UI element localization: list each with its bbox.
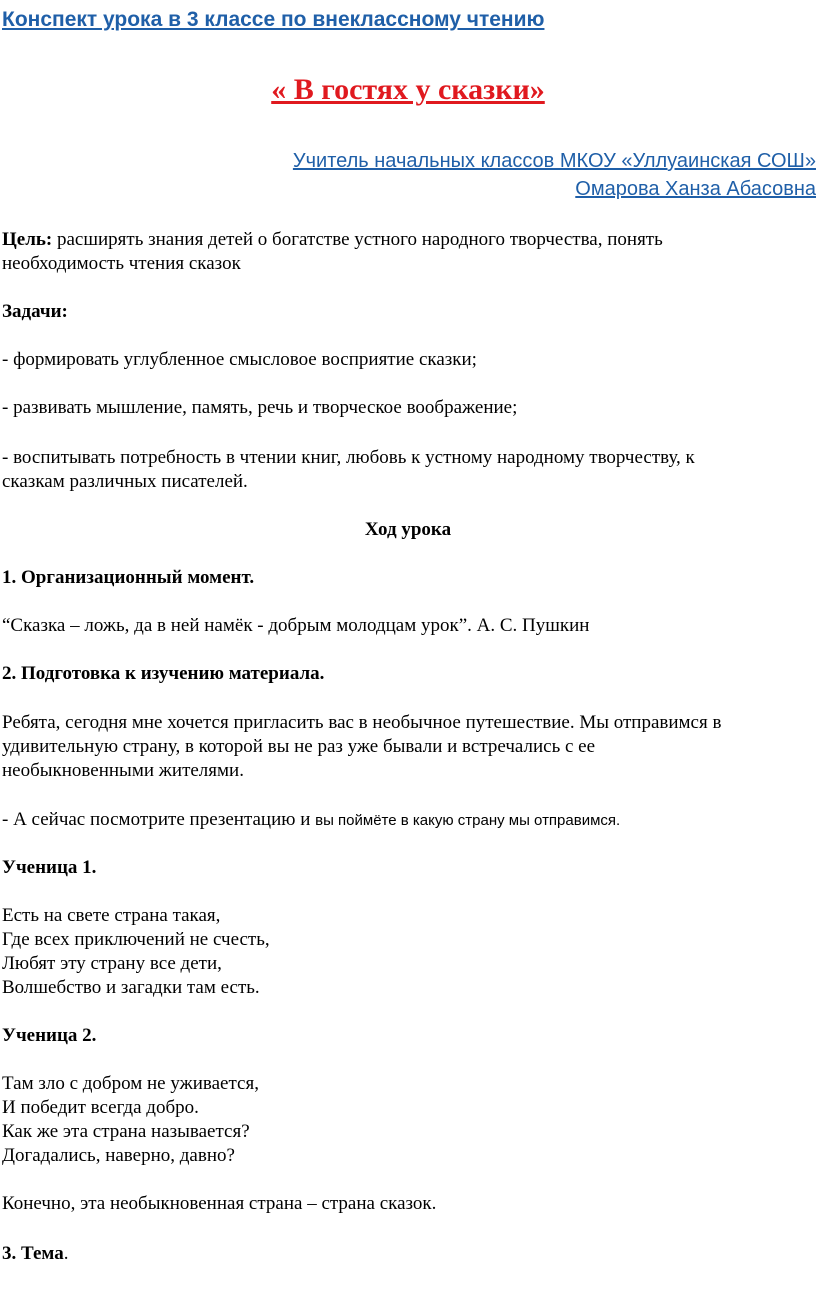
poem-2-line-3: Как же эта страна называется? — [2, 1121, 250, 1142]
section-1-title: 1. Организационный момент. — [2, 567, 255, 588]
poem-1-line-4: Волшебство и загадки там есть. — [2, 977, 260, 998]
student-1-label: Ученица 1. — [2, 857, 97, 878]
section-2-para-line-1: Ребята, сегодня мне хочется пригласить вас в необычное путешествие. Мы отправимся в — [2, 712, 722, 733]
task-item-3-line-1: - воспитывать потребность в чтении книг, любовь к устному народному творчеству, к — [2, 447, 695, 468]
goal-line-2: необходимость чтения сказок — [2, 253, 241, 274]
pushkin-quote: “Сказка – ложь, да в ней намёк - добрым молодцам урок”. А. С. Пушкин — [2, 615, 590, 636]
poem-2-line-1: Там зло с добром не уживается, — [2, 1073, 259, 1094]
task-item-3-line-2: сказкам различных писателей. — [2, 471, 248, 492]
teacher-name-line: Омарова Ханза Абасовна — [575, 178, 816, 200]
task-item-1: - формировать углубленное смысловое восприятие сказки; — [2, 349, 477, 370]
teacher-school-line: Учитель начальных классов МКОУ «Уллуаинская СОШ» — [292, 150, 816, 172]
poem-2-line-2: И победит всегда добро. — [2, 1097, 199, 1118]
section-2-para-line-3: необыкновенными жителями. — [2, 760, 244, 781]
poem-1-line-3: Любят эту страну все дети, — [2, 953, 222, 974]
student-2-label: Ученица 2. — [2, 1025, 97, 1046]
document-title: Конспект урока в 3 классе по внеклассному чтению — [2, 8, 545, 31]
goal-text-1: расширять знания детей о богатстве устного народного творчества, понять — [52, 229, 663, 250]
task-item-2: - развивать мышление, память, речь и творческое воображение; — [2, 397, 518, 418]
section-2-para-line-2: удивительную страну, в которой вы не раз уже бывали и встречались с ее — [2, 736, 596, 757]
conclusion-line: Конечно, эта необыкновенная страна – страна сказок. — [2, 1193, 437, 1214]
goal-label: Цель: — [2, 229, 53, 250]
section-2-title: 2. Подготовка к изучению материала. — [2, 663, 325, 684]
poem-1-line-2: Где всех приключений не счесть, — [2, 929, 270, 950]
lesson-subtitle: « В гостях у сказки» — [271, 73, 545, 106]
goal-line-1 — [2, 228, 663, 252]
section-3-title: 3. Тема. — [2, 1243, 69, 1264]
poem-2-line-4: Догадались, наверно, давно? — [2, 1145, 235, 1166]
presentation-line: - А сейчас посмотрите презентацию и вы поймёте в какую страну мы отправимся. — [2, 809, 621, 830]
poem-1-line-1: Есть на свете страна такая, — [2, 905, 221, 926]
lesson-heading: Ход урока — [364, 519, 452, 540]
tasks-label: Задачи: — [2, 301, 68, 322]
